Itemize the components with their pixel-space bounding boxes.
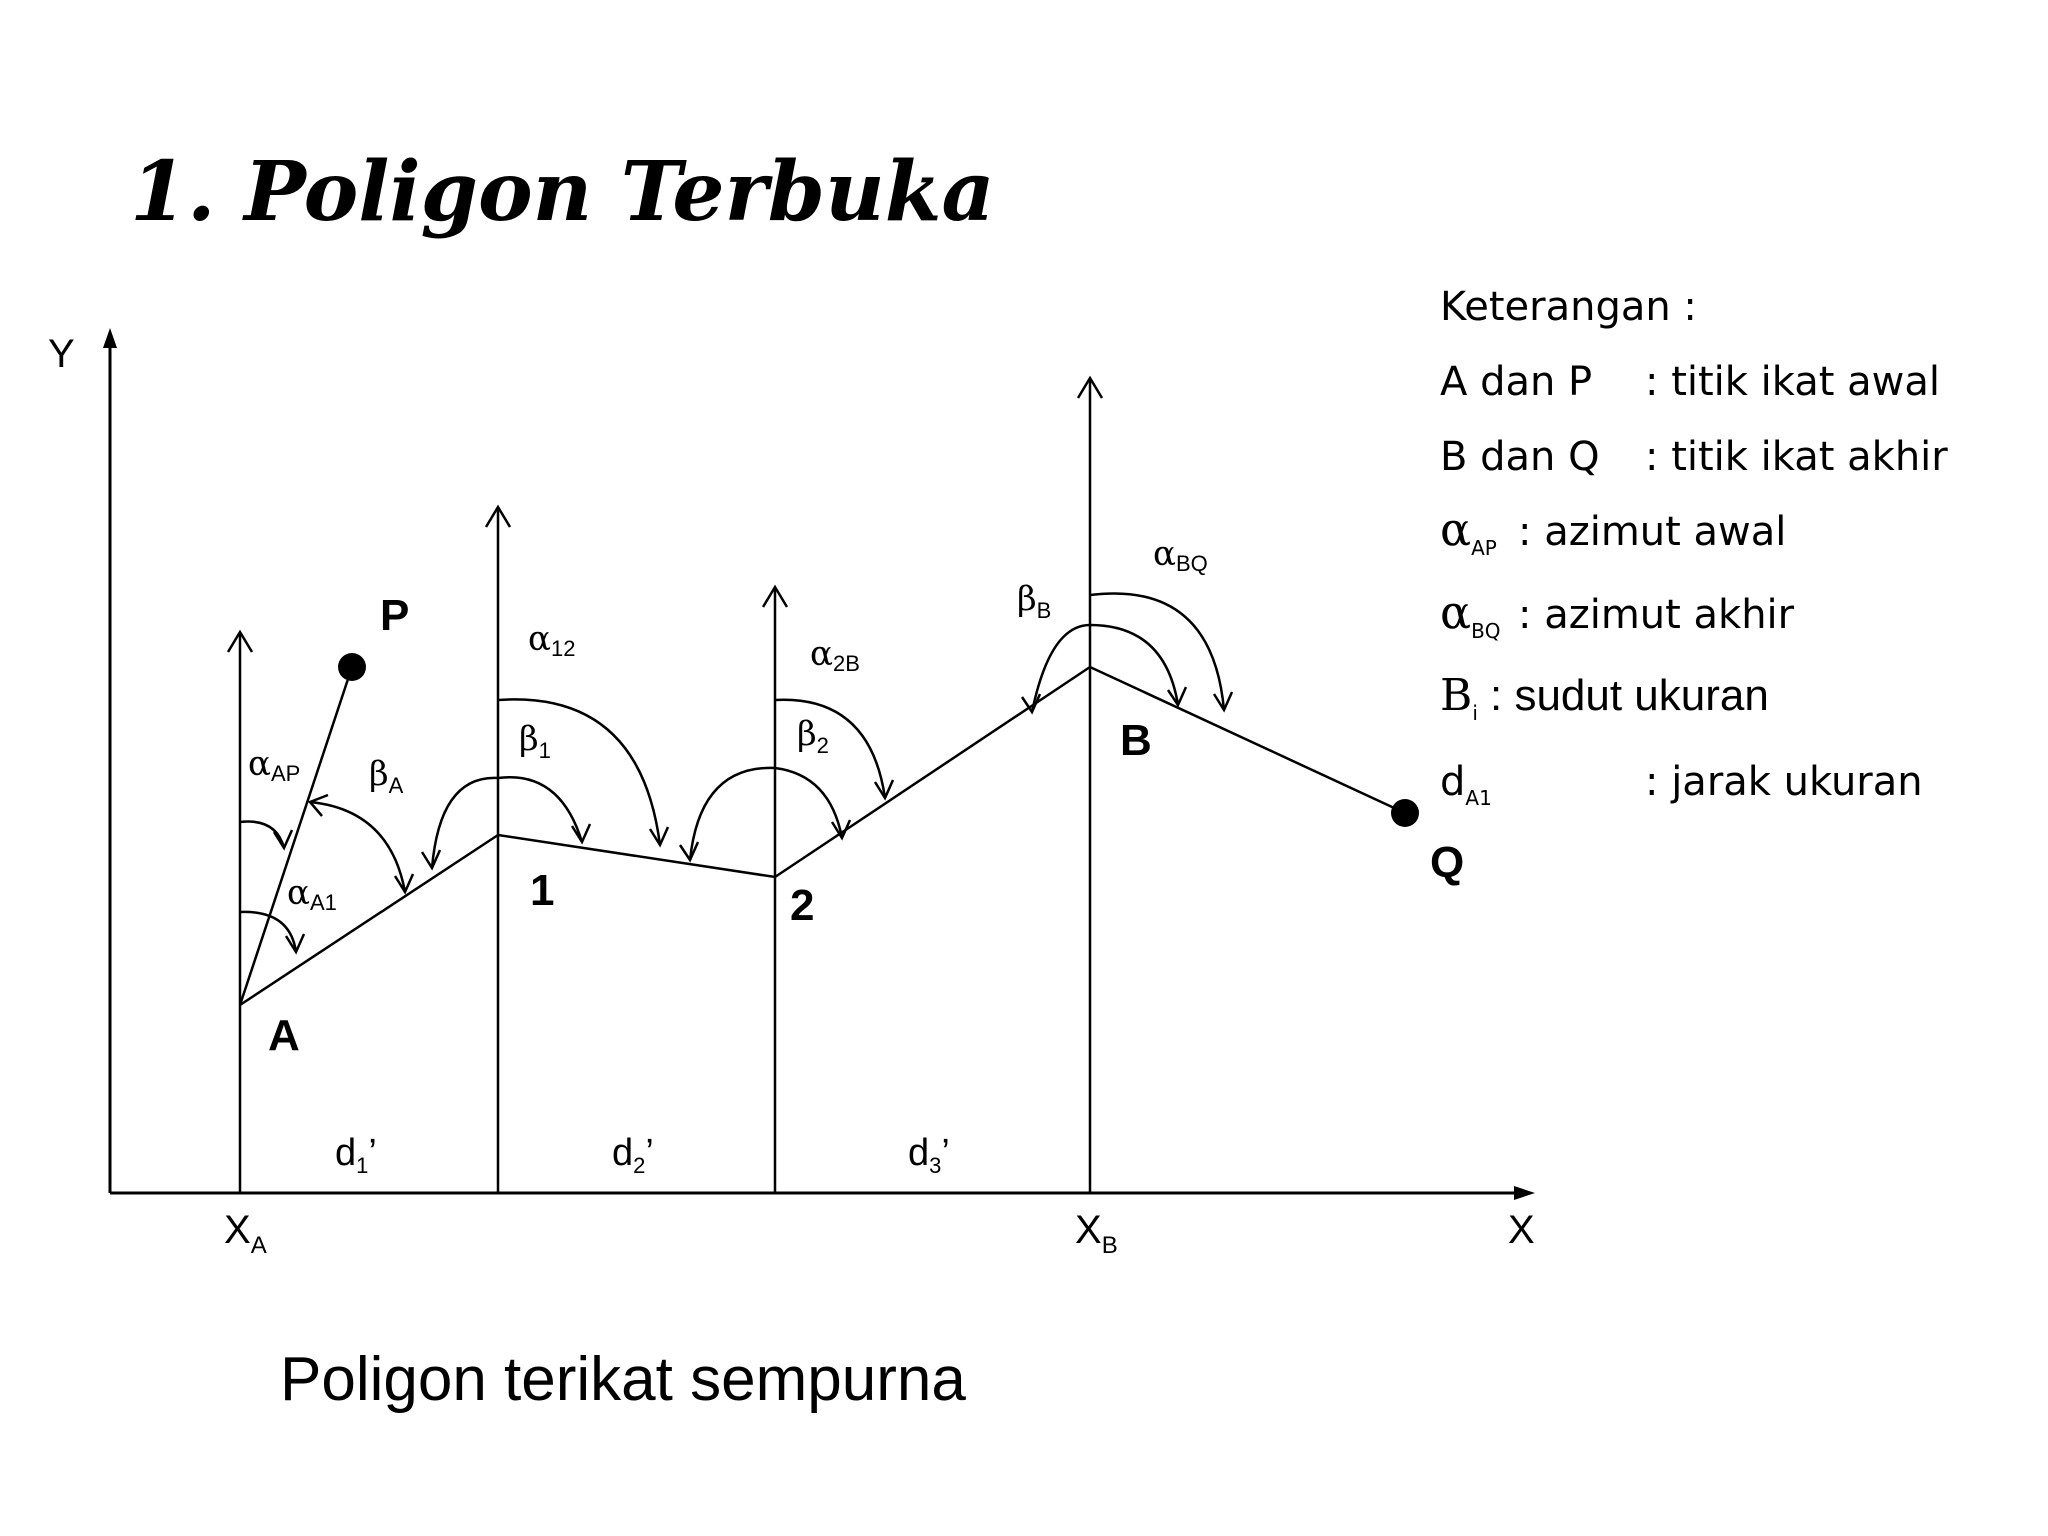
- x-axis-label: X: [1508, 1208, 1535, 1252]
- x-axis-arrowhead: [1514, 1186, 1535, 1200]
- arc-beta-a: [310, 802, 405, 892]
- label-alpha-bq: αBQ: [1153, 534, 1208, 576]
- label-point-p: P: [380, 591, 410, 640]
- label-beta-b: $\beta_B$: [1017, 579, 1052, 623]
- traverse-lines: [240, 667, 1405, 1005]
- page-title: 1. Poligon Terbuka: [130, 144, 995, 240]
- label-point-1: 1: [530, 866, 555, 915]
- arrow-beta-1-start: [422, 850, 440, 868]
- arrow-beta-2-start: [680, 842, 698, 860]
- point-p-marker: [338, 653, 366, 681]
- legend-row2-term: B dan Q: [1440, 434, 1600, 480]
- label-alpha-2b: α2B: [810, 634, 860, 676]
- legend-row5-desc: : sudut ukuran: [1490, 671, 1769, 720]
- distance-labels: [335, 1132, 950, 1178]
- label-point-2: 2: [790, 881, 815, 930]
- arrow-beta-1-end: [572, 824, 590, 842]
- label-alpha-a1: αA1: [287, 873, 337, 915]
- label-beta-1: $\beta_1$: [519, 719, 551, 763]
- label-d3: $d_3$’: [908, 1132, 950, 1178]
- north-lines: [228, 378, 1102, 1193]
- label-alpha-ap: αAP: [248, 744, 301, 786]
- label-d2: $d_2$’: [612, 1132, 654, 1178]
- legend-row1-term: A dan P: [1440, 359, 1593, 405]
- legend-row4-symbol: $\alpha_{BQ}$: [1440, 585, 1501, 643]
- legend-row2-desc: : titik ikat akhir: [1645, 434, 1948, 480]
- label-point-b: B: [1120, 716, 1152, 765]
- arc-alpha-2b: [775, 700, 885, 798]
- legend: [1440, 284, 1948, 810]
- label-beta-a: $\beta_A$: [369, 754, 404, 798]
- figure-caption: Poligon terikat sempurna: [280, 1345, 966, 1414]
- label-beta-2: $\beta_2$: [797, 714, 829, 758]
- coordinate-axes: [103, 328, 1535, 1200]
- label-alpha-12: α12: [528, 619, 576, 661]
- label-point-a: A: [268, 1011, 300, 1060]
- legend-row3-desc: : azimut awal: [1518, 509, 1787, 555]
- label-point-q: Q: [1430, 838, 1465, 887]
- xb-label: $X_B$: [1075, 1208, 1118, 1259]
- arc-alpha-ap: [240, 822, 284, 848]
- legend-heading: Keterangan :: [1440, 284, 1697, 330]
- xa-label: $X_A$: [224, 1208, 267, 1259]
- label-d1: $d_1$’: [335, 1132, 377, 1178]
- legend-row3-symbol: $\alpha_{AP}$: [1440, 502, 1497, 560]
- traverse-path: [240, 667, 1405, 1005]
- arc-beta-1: [432, 777, 582, 868]
- y-axis-arrowhead: [103, 328, 117, 348]
- legend-row4-desc: : azimut akhir: [1518, 592, 1795, 638]
- y-axis-label: Y: [48, 332, 75, 376]
- point-q-marker: [1391, 799, 1419, 827]
- legend-row6-symbol: $d_{A1}$: [1440, 759, 1492, 810]
- legend-row1-desc: : titik ikat awal: [1645, 359, 1940, 405]
- legend-row5-symbol: $B_i$: [1440, 670, 1478, 725]
- legend-row6-desc: : jarak ukuran: [1645, 759, 1923, 805]
